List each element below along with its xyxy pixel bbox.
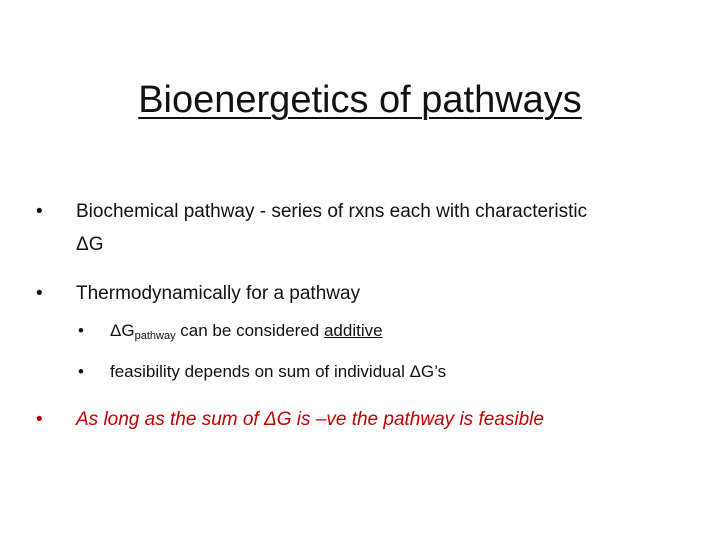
emphasis-additive: additive — [323, 321, 383, 340]
bullet-marker: • — [78, 362, 84, 381]
bullet-marker: • — [78, 321, 84, 340]
bullet-thermodynamics — [36, 277, 686, 310]
delta-g-symbol: ΔG — [110, 321, 135, 340]
conclusion-text: As long as the sum of ΔG is –ve the pathway is feasible — [76, 409, 544, 430]
bullet-text: Thermodynamically for a pathway — [76, 283, 361, 304]
sub-bullet-additive — [36, 316, 686, 351]
subscript-pathway: pathway — [134, 330, 176, 342]
bullet-biochemical-pathway — [36, 195, 686, 261]
bullet-conclusion — [36, 403, 686, 436]
slide-title: Bioenergetics of pathways — [138, 79, 582, 121]
sub-bullet-text: feasibility depends on sum of individual ΔG’s — [110, 362, 447, 381]
sub-bullet-feasibility — [36, 357, 686, 387]
bullet-text: Biochemical pathway - series of rxns each with characteristic — [76, 201, 588, 222]
bullet-marker: • — [36, 283, 43, 304]
bullet-text-continuation: ΔG — [76, 234, 104, 255]
bullet-marker: • — [36, 409, 43, 430]
bullet-marker: • — [36, 201, 43, 222]
slide-content — [36, 195, 686, 436]
sub-bullet-text: can be considered — [175, 321, 324, 340]
